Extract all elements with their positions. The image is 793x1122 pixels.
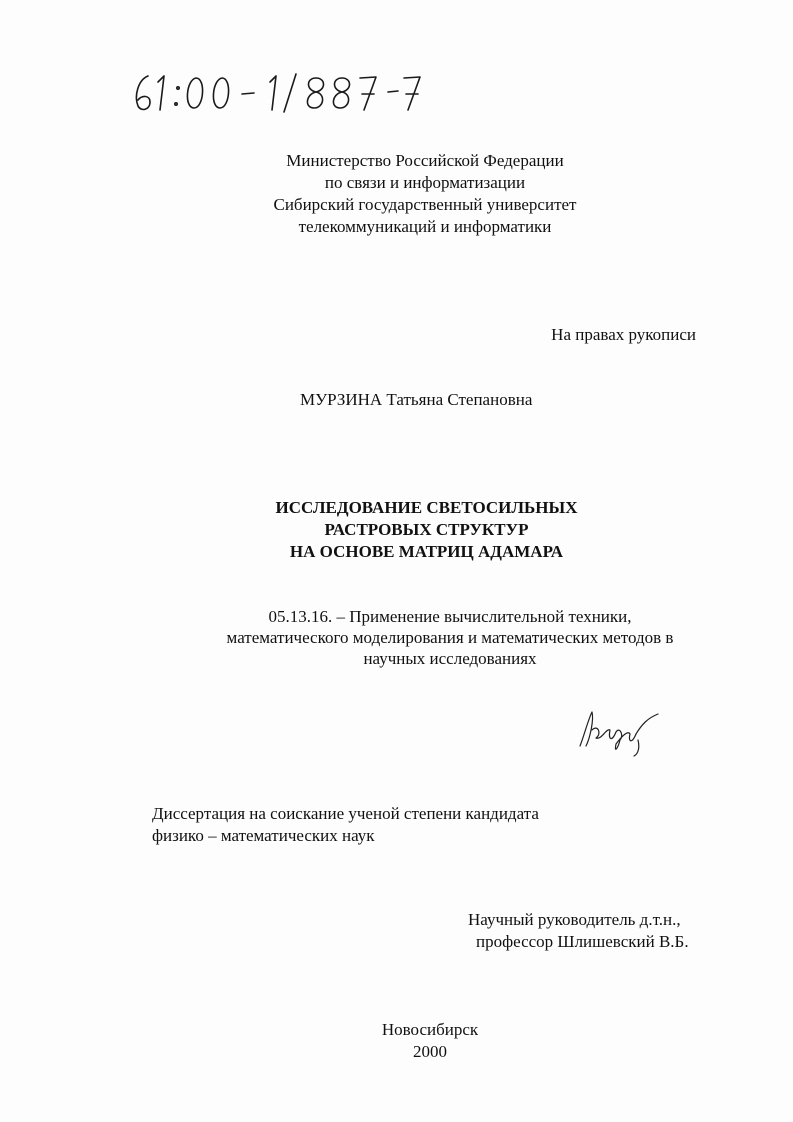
- advisor-line: Научный руководитель д.т.н.,: [468, 910, 681, 929]
- handwritten-catalog-code: [128, 66, 428, 118]
- handwritten-code-drawing: [128, 66, 428, 118]
- degree-line: физико – математических наук: [152, 826, 375, 845]
- specialty-code: [190, 606, 710, 669]
- year: 2000: [413, 1042, 447, 1061]
- title-line: РАСТРОВЫХ СТРУКТУР: [324, 520, 529, 539]
- degree-statement: [152, 803, 539, 847]
- institution-line: телекоммуникаций и информатики: [298, 217, 552, 236]
- specialty-line: 05.13.16. – Применение вычислительной техники,: [268, 607, 632, 626]
- dissertation-title: [200, 497, 653, 563]
- handwritten-signature: [572, 700, 672, 760]
- manuscript-rights-note: На правах рукописи: [551, 325, 696, 344]
- place-and-year: [330, 1019, 530, 1063]
- specialty-line: научных исследованиях: [363, 649, 537, 668]
- institution-header: [200, 150, 650, 238]
- city: Новосибирск: [381, 1020, 479, 1039]
- scientific-advisor: [460, 909, 720, 953]
- specialty-line: математического моделирования и математических методов в: [226, 628, 674, 647]
- signature-drawing: [572, 700, 672, 760]
- institution-line: по связи и информатизации: [324, 173, 526, 192]
- author-name: МУРЗИНА Татьяна Степановна: [300, 390, 533, 409]
- institution-line: Министерство Российской Федерации: [286, 151, 564, 170]
- title-line: НА ОСНОВЕ МАТРИЦ АДАМАРА: [289, 542, 564, 561]
- title-line: ИССЛЕДОВАНИЕ СВЕТОСИЛЬНЫХ: [275, 498, 578, 517]
- degree-line: Диссертация на соискание ученой степени кандидата: [152, 804, 539, 823]
- advisor-line: профессор Шлишевский В.Б.: [476, 932, 689, 951]
- institution-line: Сибирский государственный университет: [273, 195, 577, 214]
